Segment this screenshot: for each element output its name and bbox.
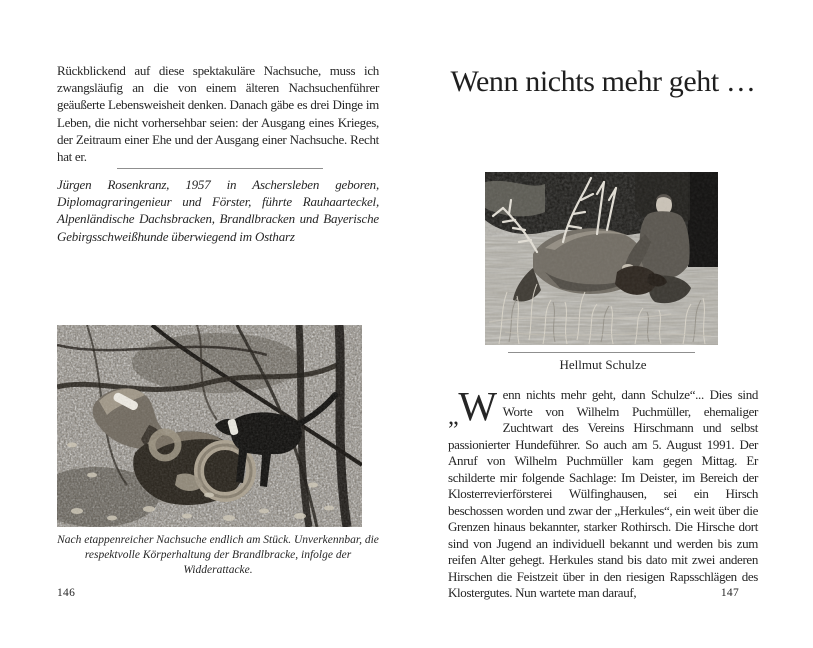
opening-quote: „ [448,404,459,430]
page-number-146: 146 [57,587,76,599]
hunter-stag-illustration [485,172,718,345]
chapter-title: Wenn nichts mehr geht … [450,65,756,98]
left-body-paragraph: Rückblickend auf diese spektakuläre Nachsuche, muss ich zwangsläufig an die von einem älteren Nachsuchenführer geäußerte Lebensweisheit denken. Danach gäbe es drei Dinge im Leben, die nicht vorhersehbar seien: der Ausgang eines Krieges, der Zeitraum einer Ehe und der Ausgang einer Nachsuche. Recht hat er. [57,63,379,165]
author-bio-note: Jürgen Rosenkranz, 1957 in Aschersleben geboren, Diplomagraringenieur und Förster, führte Rauhaarteckel, Alpenländische Dachsbracken, Brandlbracken und Bayerische Gebirgsschweißhunde überwiegend im Ostharz [57,177,379,244]
right-body-paragraph [448,383,758,602]
hounds-ram-forest-illustration [57,325,362,527]
photo-hunter-with-stag [485,172,718,345]
drop-cap-letter: W [458,383,497,430]
left-photo-caption: Nach etappenreicher Nachsuche endlich am Stück. Unverkennbar, die respektvolle Körperhaltung der Brandlbracke, infolge der Widderattacke. [57,534,379,576]
photo-hounds-and-ram [57,325,362,527]
drop-cap [448,383,497,430]
section-divider-rule [117,168,323,169]
right-photo-caption: Hellmut Schulze [559,357,647,372]
caption-divider-rule [508,352,695,353]
page-number-147: 147 [720,587,739,599]
right-body-text: enn nichts mehr geht, dann Schulze“... Dies sind Worte von Wilhelm Puchmüller, ehemaliger Zuchtwart des Vereins Hirschmann und selbst passionierter Hundeführer. So auch am 5. August 1991. Der Anruf von Wilhelm Puchmüller kam gegen Mittag. Er schilderte mir folgende Sachlage: Im Deister, im Bereich der Klosterrevierförsterei Wülfinghausen, sei ein Hirsch beschossen worden und zwar der „Herkules“, ein weit über die Grenzen hinaus bekannter, starker Rothirsch. Die Hirsche dort sind von Jugend an individuell bekannt und werden bis zum reifen Alter gehegt. Herkules stand bis dato mit zwei anderen Hirschen die Feistzeit über in den riesigen Rapsschlägen des Klostergutes. Nun wartete man darauf, [448,387,758,600]
